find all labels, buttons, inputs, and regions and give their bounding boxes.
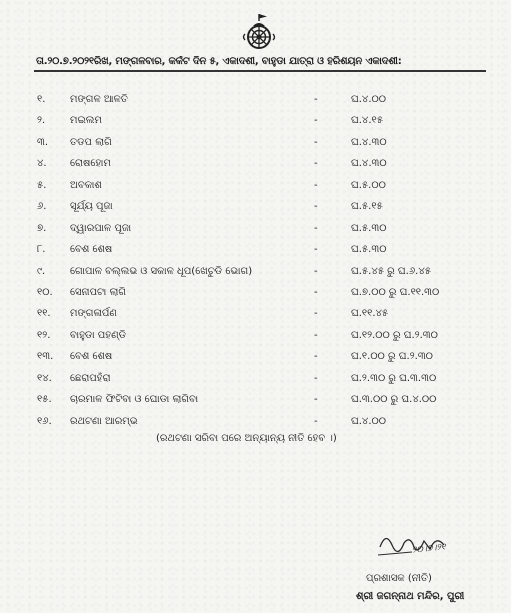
schedule-row xyxy=(0,287,511,308)
ritual-name: ତଡପ ଲାଗି xyxy=(70,136,112,148)
schedule-row xyxy=(0,373,511,394)
row-number: ୧୩. xyxy=(37,351,54,363)
ritual-time: ଘ.୪.୩୦ xyxy=(351,136,387,148)
ritual-name: ମଇଲମ xyxy=(70,115,102,127)
ritual-name: ଛେରାପହଁରା xyxy=(70,372,111,384)
row-number: ୧୬. xyxy=(37,415,52,427)
row-dash: - xyxy=(314,201,318,213)
row-dash: - xyxy=(314,265,318,277)
designation: ପ୍ରଶାସକ (ନୀତି) xyxy=(366,573,432,584)
schedule-list xyxy=(0,94,511,437)
row-dash: - xyxy=(314,351,318,363)
row-number: ୧୧. xyxy=(37,308,51,320)
ritual-name: ବେଶ ଶେଷ xyxy=(70,244,113,256)
row-number: ୯. xyxy=(37,265,46,277)
ritual-name: ଚାରମାଳ ଫିଟିବା ଓ ଘୋଡା ଲାଗିବା xyxy=(70,394,199,406)
ritual-name: ମଙ୍ଗଳାର୍ପଣ xyxy=(70,308,117,320)
ritual-name: ଅବକାଶ xyxy=(70,179,102,191)
row-dash: - xyxy=(314,329,318,341)
row-number: ୫. xyxy=(37,179,47,191)
schedule-row xyxy=(0,137,511,158)
row-number: ୧୫. xyxy=(37,394,52,406)
schedule-row xyxy=(0,394,511,415)
ritual-time: ଘ.୭.୦୦ ରୁ ଘ.୧୧.୩୦ xyxy=(351,286,440,298)
schedule-row xyxy=(0,201,511,222)
schedule-row xyxy=(0,308,511,329)
schedule-row xyxy=(0,180,511,201)
row-dash: - xyxy=(314,372,318,384)
row-dash: - xyxy=(314,394,318,406)
footnote: (ରଥଟଣା ସରିବା ପରେ ଅନ୍ୟାନ୍ୟ ନୀତି ହେବ ।) xyxy=(156,433,337,444)
row-dash: - xyxy=(314,179,318,191)
ritual-name: ବେଶ ଶେଷ xyxy=(70,351,113,363)
ritual-name: ଦ୍ୱାରପାଳ ପୂଜା xyxy=(70,222,132,234)
row-number: ୧. xyxy=(37,94,46,105)
ritual-time: ଘ.୧୧.୪୫ xyxy=(351,308,389,320)
ritual-time: ଘ.୪.୧୫ xyxy=(351,115,383,127)
ritual-time: ଘ.୫.୩୦ xyxy=(351,222,387,234)
schedule-row xyxy=(0,223,511,244)
ritual-time: ଘ.୫.୦୦ xyxy=(351,179,386,191)
ritual-name: ମଙ୍ଗଳ ଆଳତି xyxy=(70,94,128,105)
ritual-name: ସୂର୍ଯ୍ୟ ପୂଜା xyxy=(70,201,113,213)
schedule-row xyxy=(0,115,511,136)
ritual-name: ସେନାପଟା ଲାଗି xyxy=(70,286,126,298)
row-dash: - xyxy=(314,286,318,298)
row-number: ୪. xyxy=(37,158,47,170)
ritual-time: ଘ.୩.୦୦ ରୁ ଘ.୪.୦୦ xyxy=(351,394,437,406)
row-number: ୧୦. xyxy=(37,286,53,298)
ritual-time: ଘ.୧୨.୦୦ ରୁ ଘ.୨.୩୦ xyxy=(351,329,438,341)
schedule-row xyxy=(0,351,511,372)
row-number: ୭. xyxy=(37,222,47,234)
row-dash: - xyxy=(314,94,318,105)
ritual-name: ରଥଟଣା ଆରମ୍ଭ xyxy=(70,415,138,427)
row-number: ୧୪. xyxy=(37,372,52,384)
schedule-row xyxy=(0,94,511,115)
page-heading: ତା.୨୦.୭.୨୦୨୧ରିଖ, ମଙ୍ଗଳବାର, କର୍କଟ ଦିନ ୫, ଏକାଦଶୀ, ବାହୁଡା ଯାତ୍ରା ଓ ହରିଶୟନ ଏକାଦଶୀ: xyxy=(36,56,402,67)
ritual-time: ଘ.୪.୩୦ xyxy=(351,158,387,170)
row-dash: - xyxy=(314,136,318,148)
ritual-name: ରୋଷହୋମ xyxy=(70,158,111,170)
schedule-row xyxy=(0,244,511,265)
ritual-name: ବାହୁଡା ପହଣ୍ଡି xyxy=(70,329,127,341)
schedule-row xyxy=(0,266,511,287)
row-dash: - xyxy=(314,222,318,234)
ritual-time: ଘ.୫.୩୦ xyxy=(351,244,387,256)
temple-emblem-icon xyxy=(241,12,277,52)
row-number: ୧୨. xyxy=(37,329,51,341)
ritual-time: ଘ.୪.୦୦ xyxy=(351,415,386,427)
ritual-time: ଘ.୫.୪୫ ରୁ ଘ.୬.୪୫ xyxy=(351,265,431,277)
row-dash: - xyxy=(314,415,318,427)
row-dash: - xyxy=(314,158,318,170)
ritual-time: ଘ.୫.୧୫ xyxy=(351,201,383,213)
ritual-time: ଘ.୧.୦୦ ରୁ ଘ.୨.୩୦ xyxy=(351,351,433,363)
ritual-time: ଘ.୨.୩୦ ରୁ ଘ.୩.୩୦ xyxy=(351,372,437,384)
schedule-row xyxy=(0,330,511,351)
row-dash: - xyxy=(314,115,318,127)
ritual-name: ଗୋପାଳ ବଲ୍ଲଭ ଓ ସକାଳ ଧୂପ(ଖେଚୁଡି ଭୋଗ) xyxy=(70,265,253,277)
temple-name: ଶ୍ରୀ ଜଗନ୍ନାଥ ମନ୍ଦିର, ପୁରୀ xyxy=(356,591,465,602)
row-number: ୮. xyxy=(37,244,46,256)
heading-underline xyxy=(34,70,486,72)
row-dash: - xyxy=(314,308,318,320)
row-number: ୩. xyxy=(37,136,49,148)
ritual-time: ଘ.୪.୦୦ xyxy=(351,94,386,105)
row-dash: - xyxy=(314,244,318,256)
row-number: ୨. xyxy=(37,115,46,127)
row-number: ୬. xyxy=(37,201,47,213)
schedule-row xyxy=(0,158,511,179)
signature-date: ୨୦।୭।୨୧ xyxy=(411,542,447,556)
